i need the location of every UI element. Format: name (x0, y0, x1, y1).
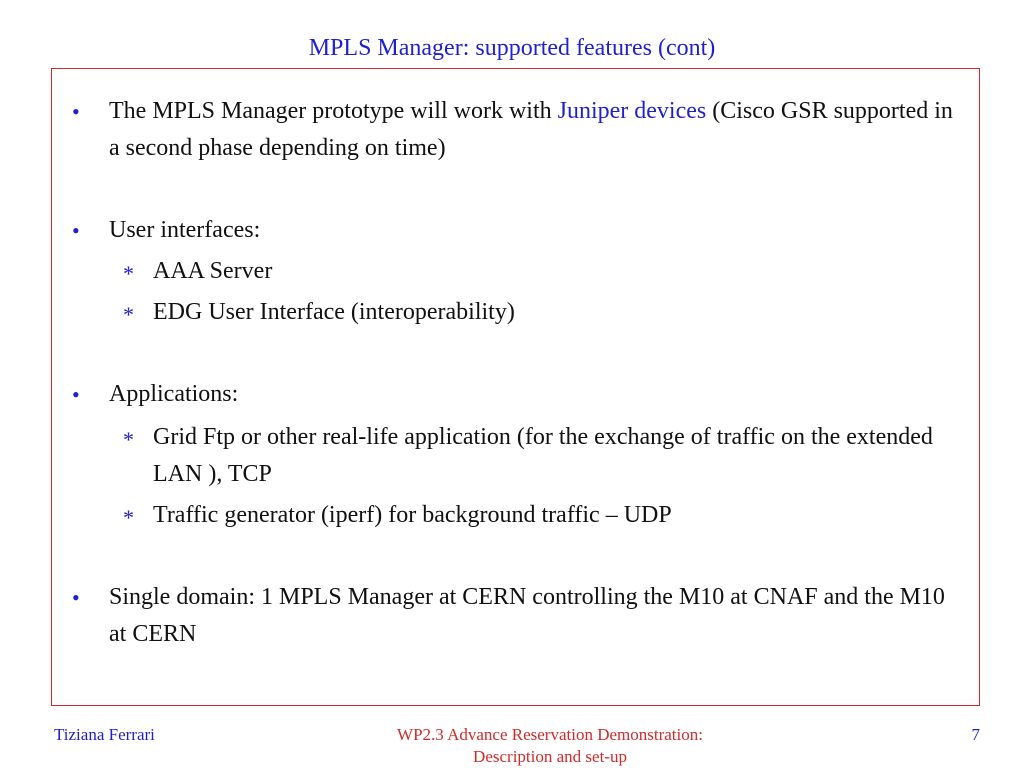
sub-item (52, 497, 981, 534)
bullet-text-after: (Cisco GSR supported in a second phase depending on time) (109, 98, 953, 161)
sub-item-text: Grid Ftp or other real-life application (for the exchange of traffic on the extended LAN ), TCP (153, 424, 933, 487)
bullet-text: User interfaces: (109, 217, 261, 243)
sub-item-text: EDG User Interface (interoperability) (153, 299, 515, 325)
bullet-text-before: The MPLS Manager prototype will work with (109, 98, 558, 124)
bullet-icon: • (72, 382, 80, 407)
bullet-list (52, 93, 981, 653)
bullet-text: Applications: (109, 381, 239, 407)
bullet-highlight-juniper: Juniper devices (557, 98, 707, 124)
spacer (52, 167, 981, 212)
bullet-icon: • (72, 585, 80, 610)
content-box (51, 68, 980, 706)
slide-title: MPLS Manager: supported features (cont) (308, 35, 716, 61)
sub-item-text: AAA Server (153, 258, 273, 284)
footer-author: Tiziana Ferrari (54, 725, 155, 744)
spacer (52, 534, 981, 579)
bullet-item-4 (52, 579, 981, 653)
footer-title-line2: Description and set-up (473, 747, 627, 766)
bullet-icon: • (72, 99, 80, 124)
bullet-text: Single domain: 1 MPLS Manager at CERN controlling the M10 at CNAF and the M10 at CERN (109, 584, 945, 647)
asterisk-icon: * (123, 261, 134, 286)
footer-title-line1: WP2.3 Advance Reservation Demonstration: (397, 725, 703, 744)
bullet-item-3 (52, 376, 981, 413)
footer-title (300, 724, 800, 768)
asterisk-icon: * (123, 302, 134, 327)
asterisk-icon: * (123, 427, 134, 452)
bullet-icon: • (72, 218, 80, 243)
bullet-item-2 (52, 212, 981, 249)
page-number: 7 (971, 725, 980, 744)
spacer (52, 331, 981, 376)
sub-item (52, 253, 981, 290)
sub-item (52, 294, 981, 331)
bullet-item-1 (52, 93, 981, 167)
sub-item-text: Traffic generator (iperf) for background traffic – UDP (153, 502, 672, 528)
sub-item (52, 419, 981, 493)
asterisk-icon: * (123, 505, 134, 530)
